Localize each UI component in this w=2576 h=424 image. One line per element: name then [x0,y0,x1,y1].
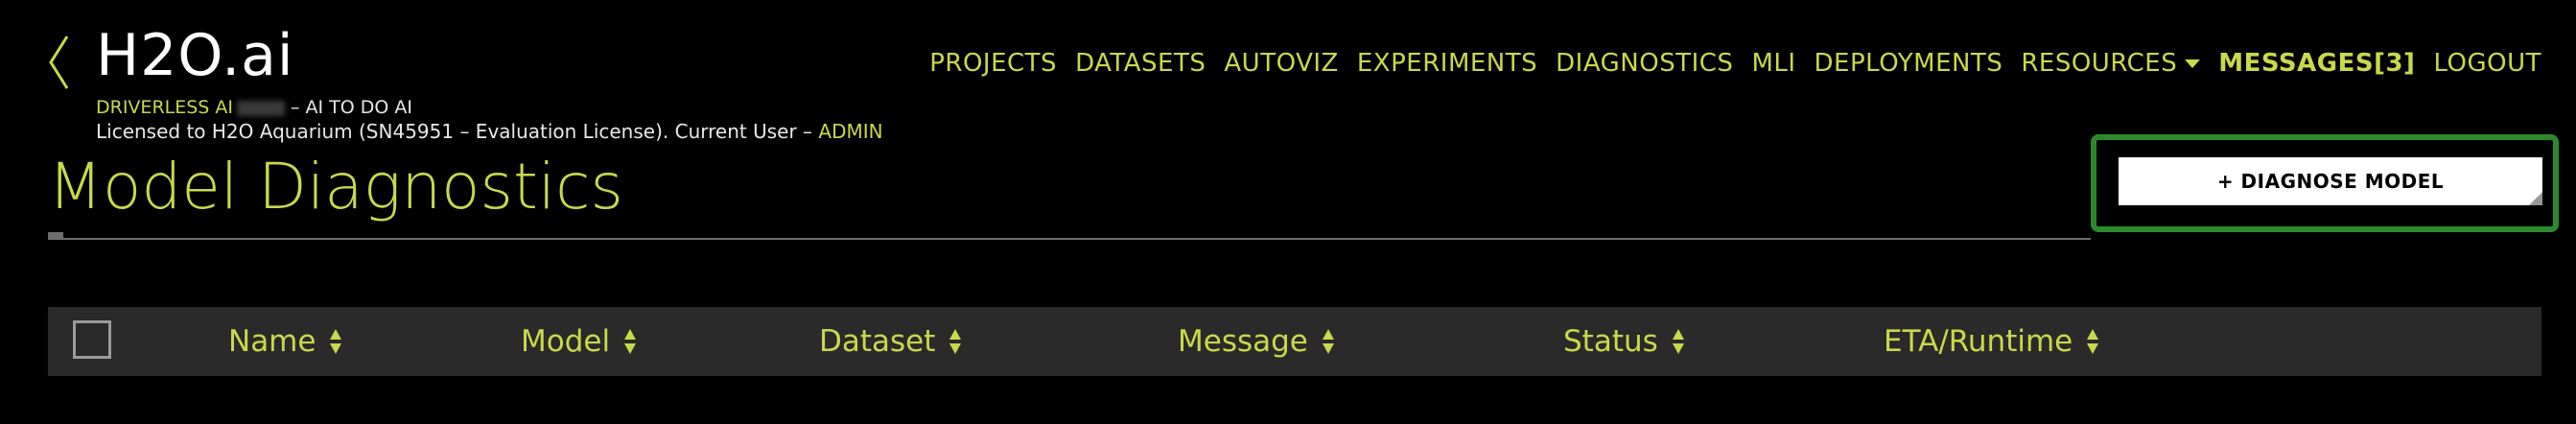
column-label: ETA/Runtime [1884,324,2073,359]
page-title: Model Diagnostics [48,150,623,224]
table-header [48,307,2541,376]
column-header-status[interactable] [1563,307,1685,376]
sort-icon [623,327,637,356]
sort-icon [2086,327,2099,356]
redacted-version [237,101,285,116]
diagnose-model-button[interactable] [2119,157,2542,205]
column-header-dataset[interactable] [819,307,962,376]
title-divider [48,238,2091,240]
column-label: Model [521,324,611,359]
column-header-name[interactable] [228,307,342,376]
nav-projects[interactable]: PROJECTS [929,49,1058,78]
sort-icon [1322,327,1335,356]
column-label: Message [1178,324,1308,359]
current-user[interactable]: ADMIN [818,120,883,143]
nav-datasets[interactable]: DATASETS [1075,49,1206,78]
nav-autoviz[interactable]: AUTOVIZ [1224,49,1339,78]
nav-messages[interactable]: MESSAGES[3] [2218,49,2416,78]
sort-icon [329,327,342,356]
column-header-model[interactable] [521,307,637,376]
diagnose-model-label: + DIAGNOSE MODEL [2216,170,2445,193]
nav-diagnostics[interactable]: DIAGNOSTICS [1556,49,1734,78]
caret-down-icon [2185,59,2200,68]
button-corner-decoration [2529,192,2542,205]
column-label: Name [228,324,316,359]
nav-resources[interactable] [2021,46,2200,81]
sort-icon [948,327,962,356]
select-all-checkbox[interactable] [73,320,111,359]
top-nav [929,46,2541,81]
nav-deployments[interactable]: DEPLOYMENTS [1814,49,2003,78]
back-chevron-icon[interactable] [48,35,69,90]
product-tagline: – AI TO DO AI [291,97,413,118]
product-line [96,96,412,119]
license-text: Licensed to H2O Aquarium (SN45951 – Evaluation License). Current User – [96,120,813,143]
license-info [96,119,883,144]
column-header-message[interactable] [1178,307,1335,376]
column-header-eta-runtime[interactable] [1884,307,2099,376]
column-label: Status [1563,324,1658,359]
brand-logo-text[interactable]: H2O.ai [96,22,294,89]
column-label: Dataset [819,324,936,359]
nav-experiments[interactable]: EXPERIMENTS [1356,49,1538,78]
nav-logout[interactable]: LOGOUT [2433,49,2541,78]
nav-mli[interactable]: MLI [1751,49,1796,78]
product-name: DRIVERLESS AI [96,97,233,118]
nav-resources-label: RESOURCES [2021,49,2178,78]
sort-icon [1672,327,1685,356]
